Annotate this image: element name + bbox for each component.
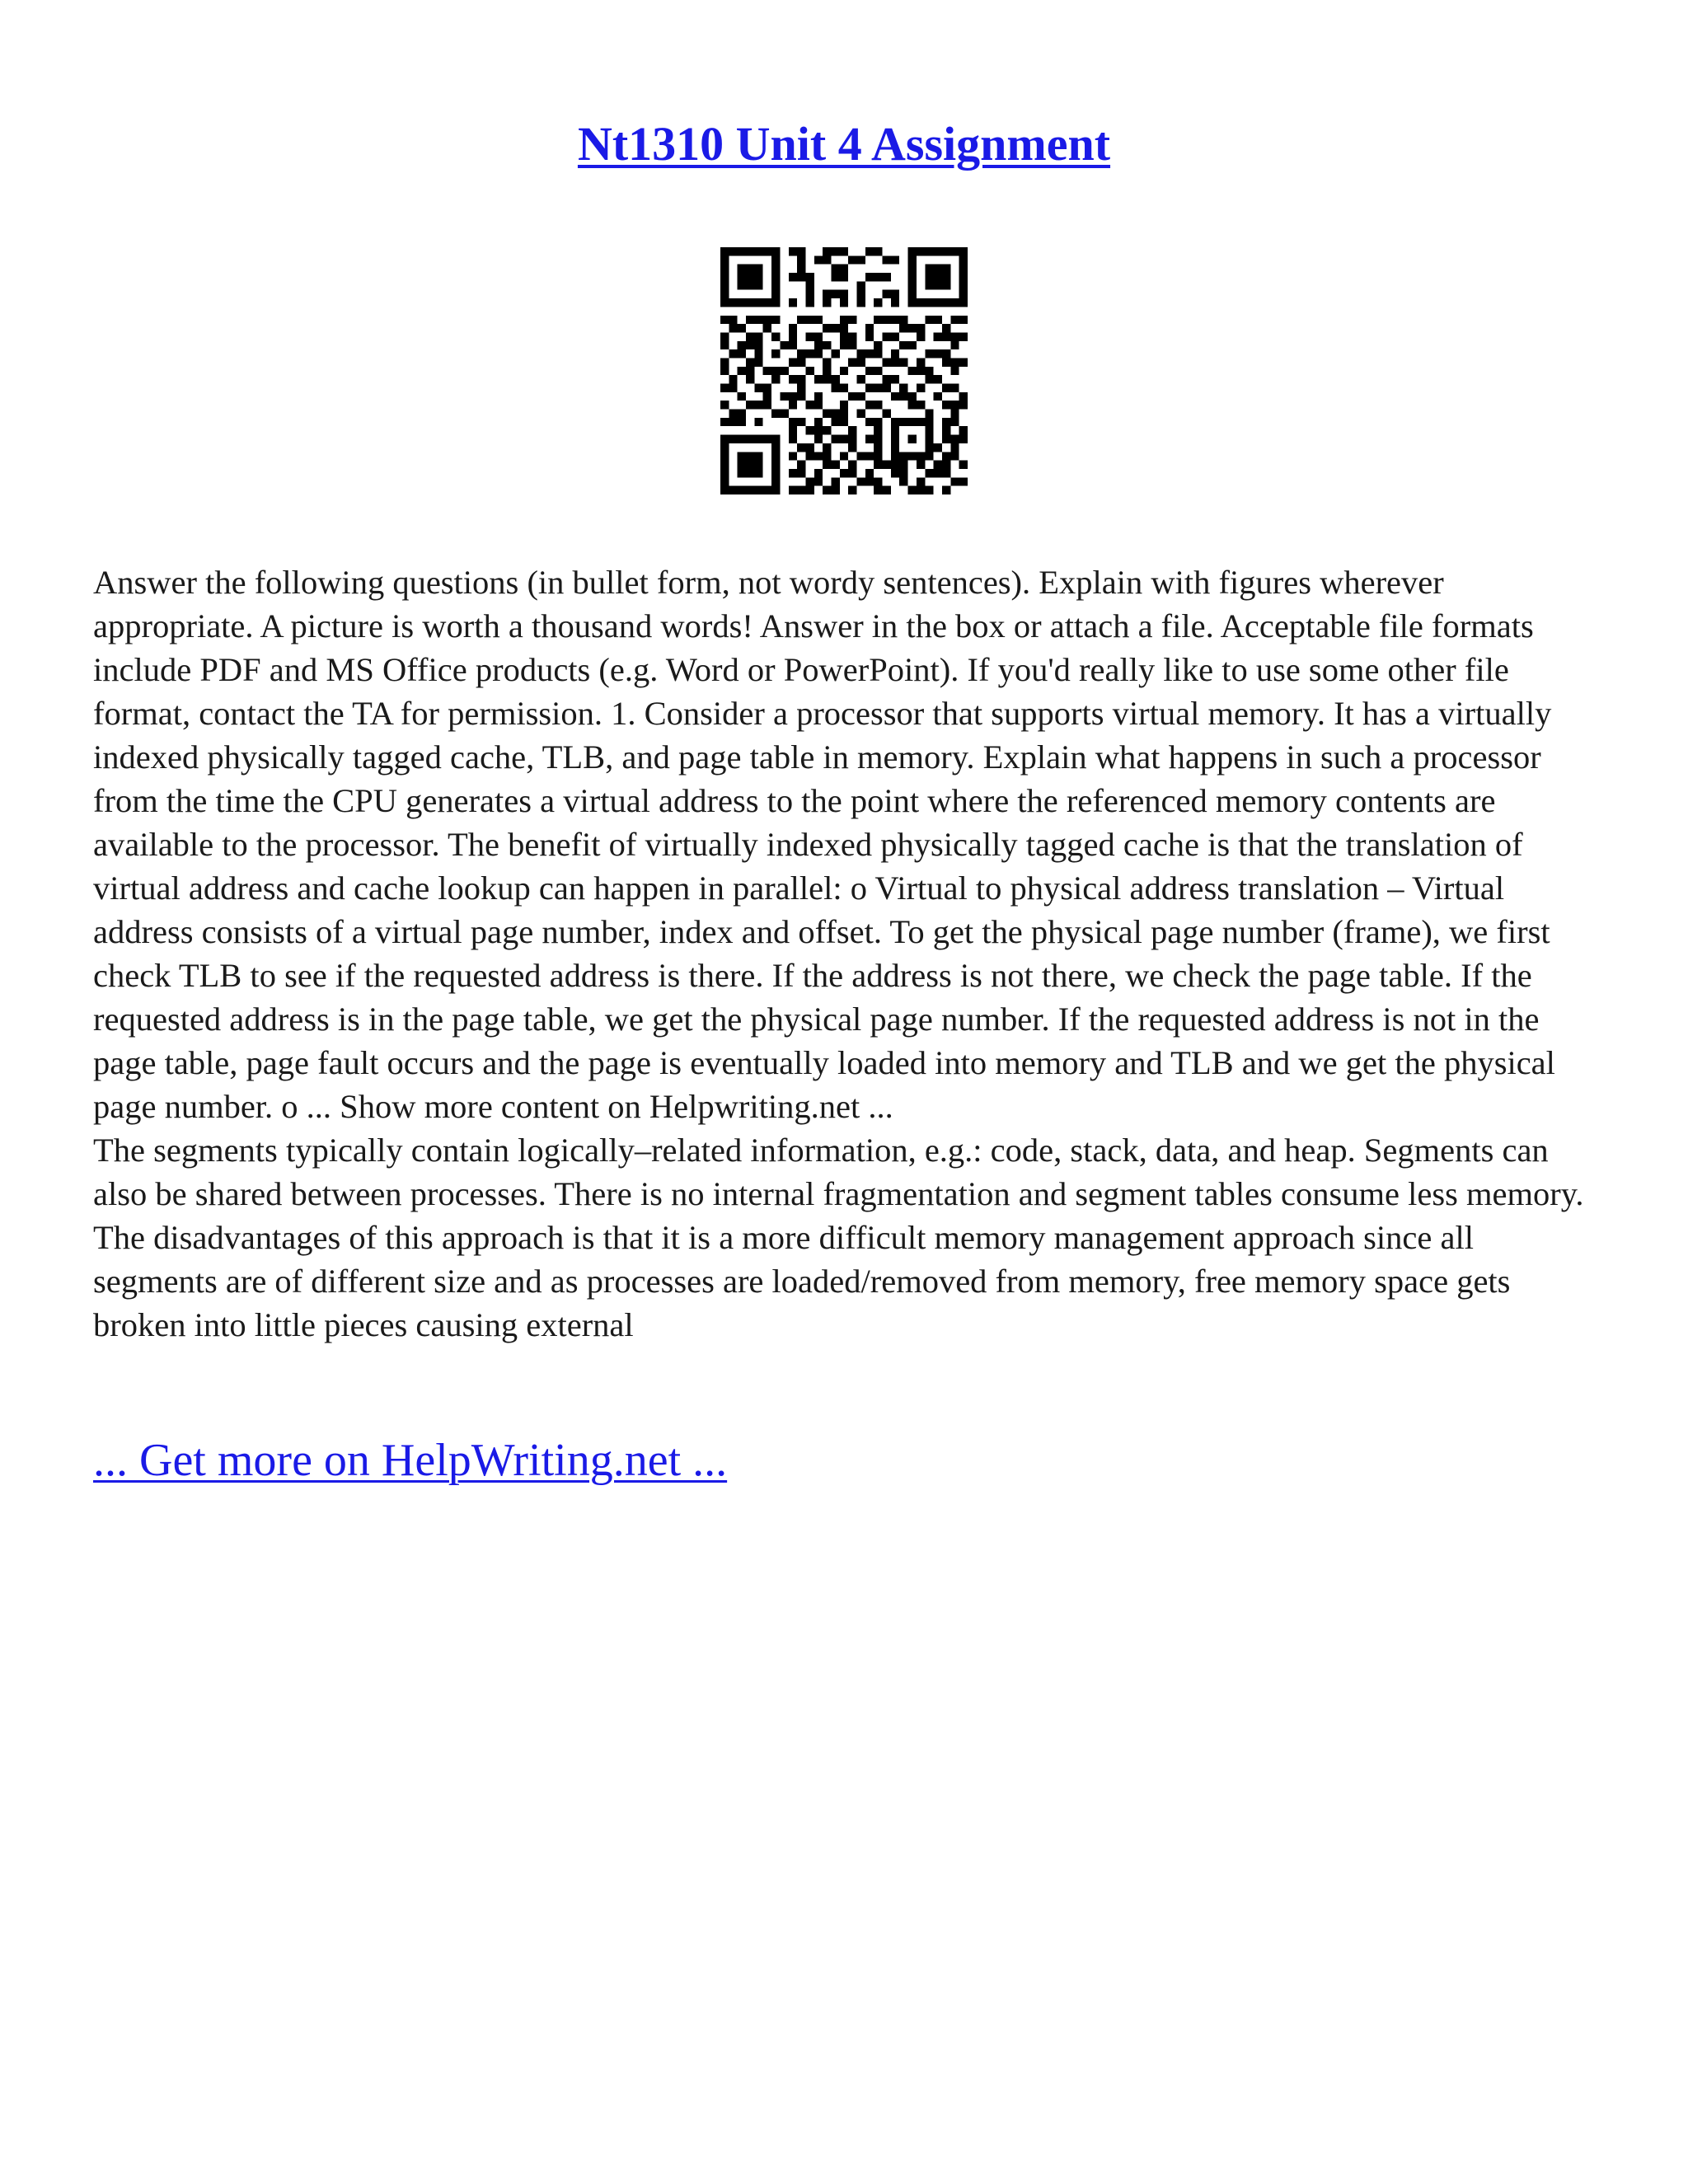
get-more-link[interactable]: ... Get more on HelpWriting.net ... bbox=[93, 1435, 728, 1486]
qr-code-graphic bbox=[720, 247, 968, 494]
qr-code-icon bbox=[720, 247, 968, 494]
page-title bbox=[0, 115, 1688, 173]
article-body bbox=[93, 560, 1601, 1347]
title-link[interactable]: Nt1310 Unit 4 Assignment bbox=[577, 117, 1111, 171]
get-more-link-container bbox=[93, 1432, 727, 1488]
body-paragraph-2: The segments typically contain logically–related information, e.g.: code, stack, data, and heap. Segments can also be shared between processes. There is no internal fragmentation and segment tables consume less memory. The disadvantages of this approach is that it is a more difficult memory management approach since all segments are of different size and as processes are loaded/removed from memory, free memory space gets broken into little pieces causing external bbox=[93, 1132, 1584, 1343]
body-paragraph-1: Answer the following questions (in bullet form, not wordy sentences). Explain with figures wherever appropriate. A picture is worth a thousand words! Answer in the box or attach a file. Acceptable file formats include PDF and MS Office products (e.g. Word or PowerPoint). If you'd really like to use some other file format, contact the TA for permission. 1. Consider a processor that supports virtual memory. It has a virtually indexed physically tagged cache, TLB, and page table in memory. Explain what happens in such a processor from the time the CPU generates a virtual address to the point where the referenced memory contents are available to the processor. The benefit of virtually indexed physically tagged cache is that the translation of virtual address and cache lookup can happen in parallel: o Virtual to physical address translation – Virtual address consists of a virtual page number, index and offset. To get the physical page number (frame), we first check TLB to see if the requested address is there. If the address is not there, we check the page table. If the requested address is in the page table, we get the physical page number. If the requested address is not in the page table, page fault occurs and the page is eventually loaded into memory and TLB and we get the physical page number. o ... Show more content on Helpwriting.net ... bbox=[93, 564, 1555, 1125]
